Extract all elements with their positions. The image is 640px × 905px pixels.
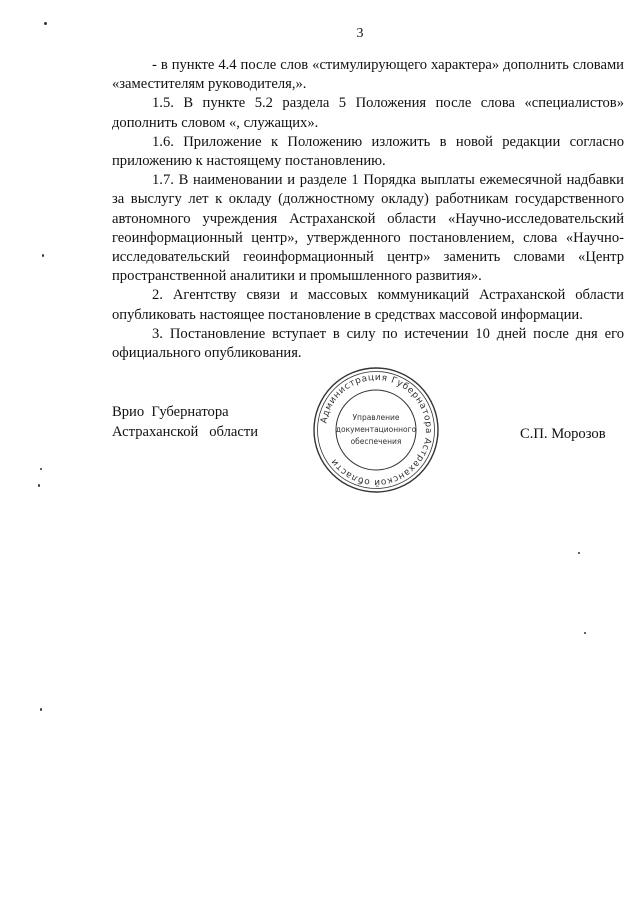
document-body [112, 56, 624, 363]
paragraph-item-1-5: 1.5. В пункте 5.2 раздела 5 Положения после слова «специалистов» дополнить словом «, служащих». [112, 95, 624, 131]
signature-position-line2: Астраханской области [112, 424, 259, 440]
scan-speck [40, 708, 42, 711]
seal-center-line1: Управление [352, 413, 400, 422]
signature-position [112, 402, 312, 442]
official-seal-stamp [312, 366, 440, 494]
scan-speck [38, 484, 40, 487]
seal-center-line2: документационного [335, 425, 417, 434]
scan-speck [44, 22, 47, 25]
paragraph-item-3: 3. Постановление вступает в силу по истечении 10 дней после дня его официального опубликования. [112, 325, 624, 362]
scan-speck [40, 468, 42, 470]
paragraph-item-4-4: - в пункте 4.4 после слов «стимулирующего характера» дополнить словами «заместителям руководителя,». [112, 57, 624, 93]
scan-speck [584, 632, 586, 634]
page-number: 3 [356, 26, 364, 41]
paragraph-item-1-7: 1.7. В наименовании и разделе 1 Порядка выплаты ежемесячной надбавки за выслугу лет к окладу (должностному окладу) работникам государственного автономного учреждения Астраханской области «Научно-исследовательский геоинформационный центр», утвержденного постановлением, слова «Научно-исследовательский геоинформационный центр» заменить словами «Центр пространственной аналитики и промышленного развития». [112, 172, 624, 285]
scan-speck [578, 552, 580, 554]
signer-name: С.П. Морозов [520, 426, 606, 442]
paragraph-item-2: 2. Агентству связи и массовых коммуникаций Астраханской области опубликовать настоящее постановление в средствах массовой информации. [112, 287, 624, 323]
seal-center-line3: обеспечения [350, 437, 402, 446]
signature-position-line1: Врио Губернатора [112, 404, 229, 420]
paragraph-item-1-6: 1.6. Приложение к Положению изложить в новой редакции согласно приложению к настоящему постановлению. [112, 133, 624, 170]
scan-speck [42, 254, 44, 257]
seal-ring-text: Администрация Губернатора Астраханской области [319, 372, 434, 488]
